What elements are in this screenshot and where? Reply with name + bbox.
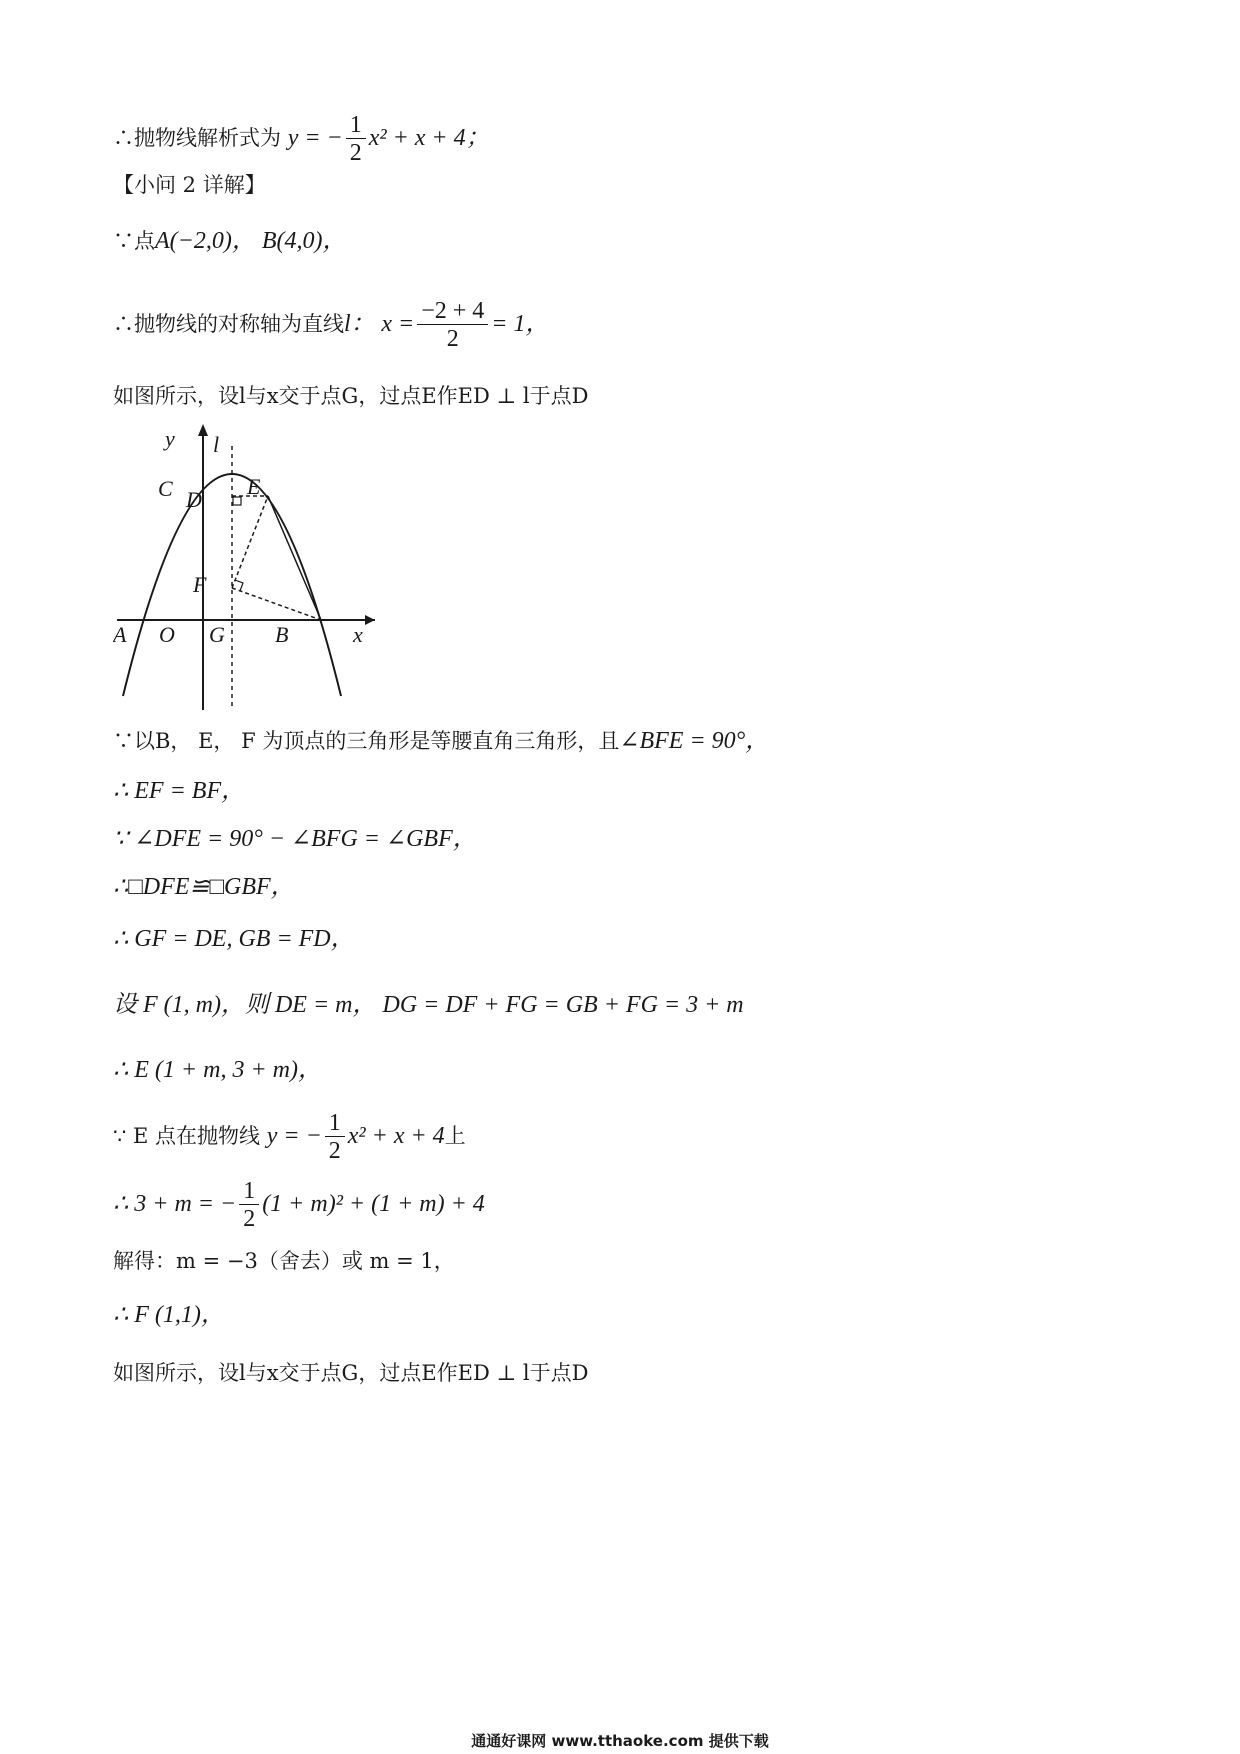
text-line-16: ∴ F (1,1)，: [113, 1302, 225, 1328]
text-line-12: ∴ E (1 + m, 3 + m)，: [113, 1057, 322, 1083]
eq-y: y = −: [287, 125, 343, 151]
line1-prefix: ∴抛物线解析式为: [113, 126, 281, 150]
label-c: C: [158, 476, 173, 501]
parabola-figure: [113, 420, 403, 710]
fraction-half: $\frac{1}{2}$: [346, 112, 366, 167]
segment-eb: [268, 496, 321, 620]
line6-expr: ∠BFE = 90°，: [619, 728, 770, 754]
line13-prefix: ∵ E 点在抛物线: [113, 1124, 261, 1148]
page-footer: 通通好课网 www.tthaoke.com 提供下载: [471, 1732, 769, 1750]
fraction-half-2: $\frac{1}{2}$: [325, 1110, 345, 1165]
fraction-axis: $\frac{-2 + 4}{2}$: [417, 298, 488, 353]
text-line-5: 如图所示，设l与x交于点G，过点E作ED ⊥ l于点D: [113, 384, 589, 408]
points-ab: A(−2,0)， B(4,0)，: [155, 228, 347, 254]
text-line-6: [113, 728, 769, 754]
label-y: y: [165, 426, 175, 451]
label-x: x: [353, 622, 363, 647]
line13-eq-y: y = −: [266, 1123, 322, 1149]
label-f: F: [193, 572, 207, 597]
text-line-1: [113, 112, 490, 167]
text-line-13: [113, 1110, 466, 1165]
y-axis-arrow: [198, 424, 208, 436]
section-heading: 【小问 2 详解】: [113, 173, 266, 197]
text-line-10: ∴ GF = DE, GB = FD，: [113, 926, 355, 952]
label-o: O: [159, 622, 175, 647]
text-line-8: ∵ ∠DFE = 90° − ∠BFG = ∠GBF，: [113, 826, 477, 852]
label-l: l: [213, 432, 220, 457]
line14-prefix: ∴ 3 + m = −: [113, 1191, 237, 1217]
text-line-3: [113, 228, 346, 254]
label-d: D: [186, 487, 202, 512]
line13-eq-tail: x² + x + 4: [347, 1123, 445, 1149]
x-axis-arrow: [365, 615, 375, 625]
label-g: G: [209, 622, 225, 647]
fraction-half-3: $\frac{1}{2}$: [239, 1178, 259, 1233]
axis-l: l：: [344, 311, 375, 337]
line4-prefix: ∴抛物线的对称轴为直线: [113, 312, 344, 336]
label-e: E: [247, 474, 261, 499]
text-line-17: 如图所示，设l与x交于点G，过点E作ED ⊥ l于点D: [113, 1361, 589, 1385]
right-angle-f: [235, 580, 243, 591]
axis-result: = 1，: [491, 311, 550, 337]
text-line-11: 设 F (1, m)，则 DE = m， DG = DF + FG = GB + FG = 3 + m: [113, 992, 744, 1018]
label-a: A: [113, 622, 127, 647]
label-b: B: [275, 622, 289, 647]
eq-tail: x² + x + 4；: [368, 125, 490, 151]
text-line-14: [113, 1178, 485, 1233]
line6-prefix: ∵以B， E， F 为顶点的三角形是等腰直角三角形，且: [113, 729, 620, 753]
segment-fe: [232, 496, 268, 588]
right-angle-d: [233, 497, 241, 505]
axis-x: x =: [381, 311, 415, 337]
segment-fb: [232, 588, 321, 620]
text-line-9: ∴□DFE≌□GBF，: [113, 874, 295, 900]
text-line-15: 解得：m = −3（舍去）或 m = 1，: [113, 1249, 455, 1273]
line14-suffix: (1 + m)² + (1 + m) + 4: [262, 1191, 485, 1217]
line13-suffix: 上: [444, 1124, 466, 1148]
text-line-4: [113, 298, 550, 353]
text-line-7: ∴ EF = BF，: [113, 778, 246, 804]
line3-prefix: ∵点: [113, 229, 155, 253]
